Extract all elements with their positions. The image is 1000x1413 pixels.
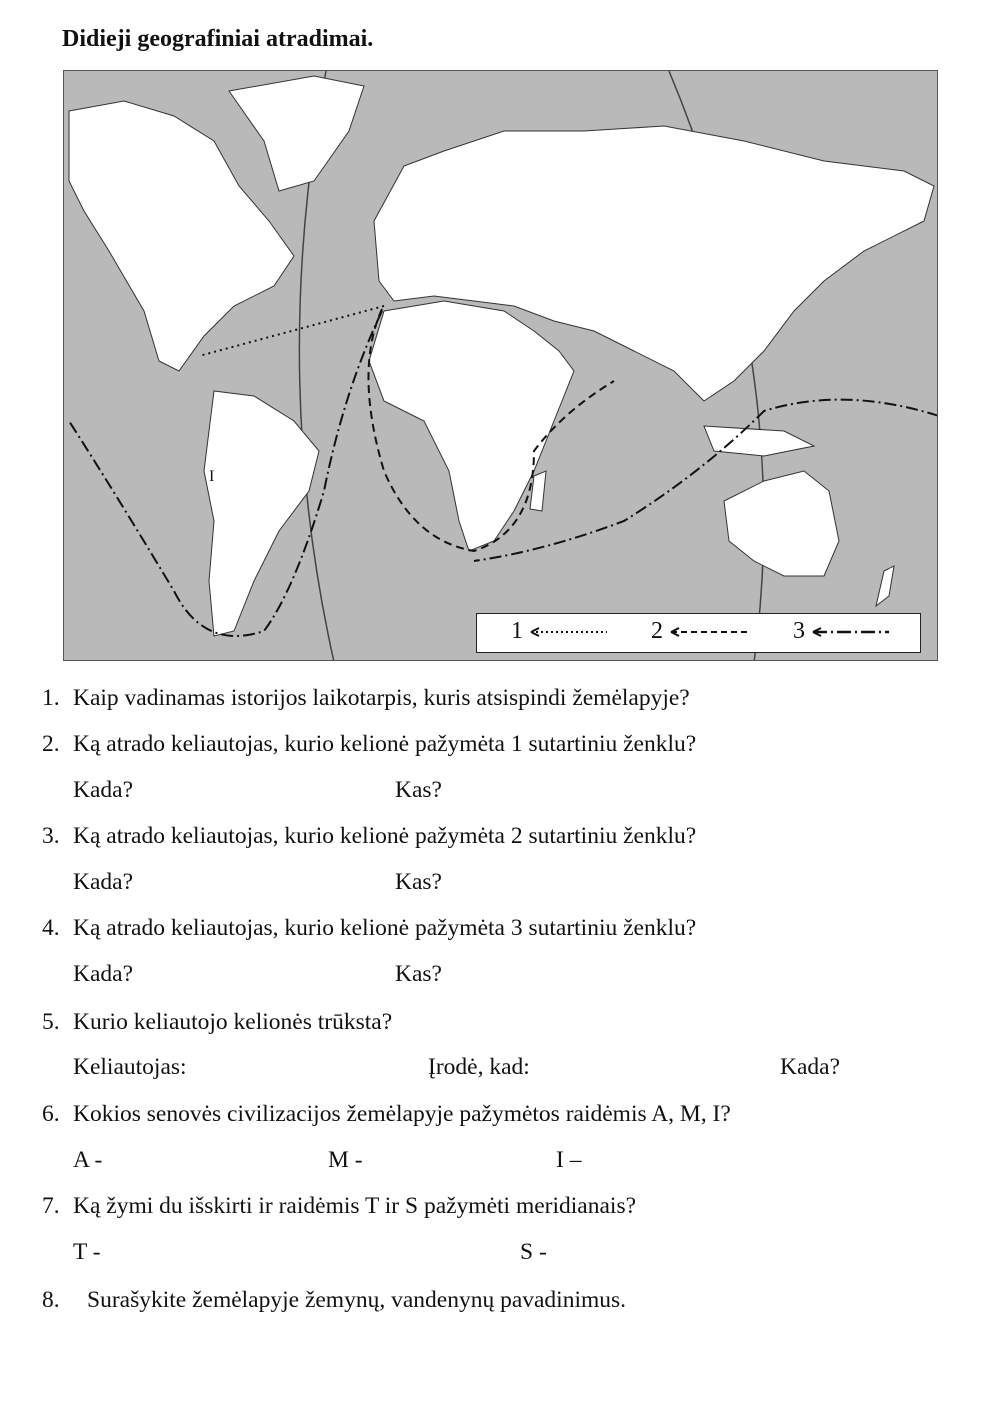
australia-shape — [724, 471, 839, 576]
question-4 — [42, 914, 697, 942]
question-text: Surašykite žemėlapyje žemynų, vandenynų pavadinimus. — [87, 1287, 627, 1313]
answer-label-i: I – — [556, 1147, 582, 1173]
question-2 — [42, 730, 697, 758]
answer-label-s: S - — [520, 1239, 547, 1265]
answer-label-t: T - — [73, 1239, 101, 1265]
legend-number-3: 3 — [793, 618, 805, 644]
answer-label-m: M - — [328, 1147, 363, 1173]
map-legend — [476, 613, 921, 653]
question-text: Kokios senovės civilizacijos žemėlapyje pažymėtos raidėmis A, M, I? — [73, 1101, 731, 1127]
page-title: Didieji geografiniai atradimai. — [62, 26, 374, 52]
north-america-shape — [69, 101, 294, 371]
question-text: Kaip vadinamas istorijos laikotarpis, kuris atsispindi žemėlapyje? — [73, 685, 690, 711]
question-number: 2. — [42, 731, 60, 757]
question-text: Ką žymi du išskirti ir raidėmis T ir S pažymėti meridianais? — [73, 1193, 637, 1219]
question-number: 5. — [42, 1009, 60, 1035]
legend-dotted-line — [529, 624, 609, 640]
legend-number-1: 1 — [511, 618, 523, 644]
answer-label-irode: Įrodė, kad: — [428, 1054, 530, 1080]
answer-label-a: A - — [73, 1147, 103, 1173]
map-letter-i: I — [209, 468, 215, 485]
answer-label-kas: Kas? — [395, 869, 442, 895]
legend-item-3 — [793, 618, 891, 645]
legend-item-2 — [651, 618, 749, 645]
question-8 — [42, 1286, 627, 1314]
map-drawing — [64, 71, 938, 661]
question-number: 1. — [42, 685, 60, 711]
legend-dashed-line — [669, 624, 749, 640]
question-number: 6. — [42, 1101, 60, 1127]
question-text: Ką atrado keliautojas, kurio kelionė pažymėta 2 sutartiniu ženklu? — [73, 823, 697, 849]
question-text: Ką atrado keliautojas, kurio kelionė pažymėta 3 sutartiniu ženklu? — [73, 915, 697, 941]
answer-label-kada: Kada? — [73, 961, 134, 987]
world-map — [63, 70, 938, 661]
answer-label-kada: Kada? — [73, 777, 134, 803]
answer-label-kas: Kas? — [395, 961, 442, 987]
question-3 — [42, 822, 697, 850]
question-7 — [42, 1192, 637, 1220]
question-6 — [42, 1100, 731, 1128]
answer-label-keliautojas: Keliautojas: — [73, 1054, 187, 1080]
question-number: 3. — [42, 823, 60, 849]
question-1 — [42, 684, 690, 712]
answer-label-kada: Kada? — [73, 869, 134, 895]
question-number: 7. — [42, 1193, 60, 1219]
answer-label-kada: Kada? — [780, 1054, 841, 1080]
new-zealand-shape — [876, 566, 894, 606]
answer-label-kas: Kas? — [395, 777, 442, 803]
legend-dash-dot-line — [811, 624, 891, 640]
africa-shape — [369, 301, 574, 551]
question-number: 8. — [42, 1287, 60, 1313]
legend-item-1 — [511, 618, 609, 645]
question-5 — [42, 1008, 393, 1036]
question-text: Ką atrado keliautojas, kurio kelionė pažymėta 1 sutartiniu ženklu? — [73, 731, 697, 757]
legend-number-2: 2 — [651, 618, 663, 644]
question-text: Kurio keliautojo kelionės trūksta? — [73, 1009, 393, 1035]
question-number: 4. — [42, 915, 60, 941]
greenland-shape — [229, 76, 364, 191]
